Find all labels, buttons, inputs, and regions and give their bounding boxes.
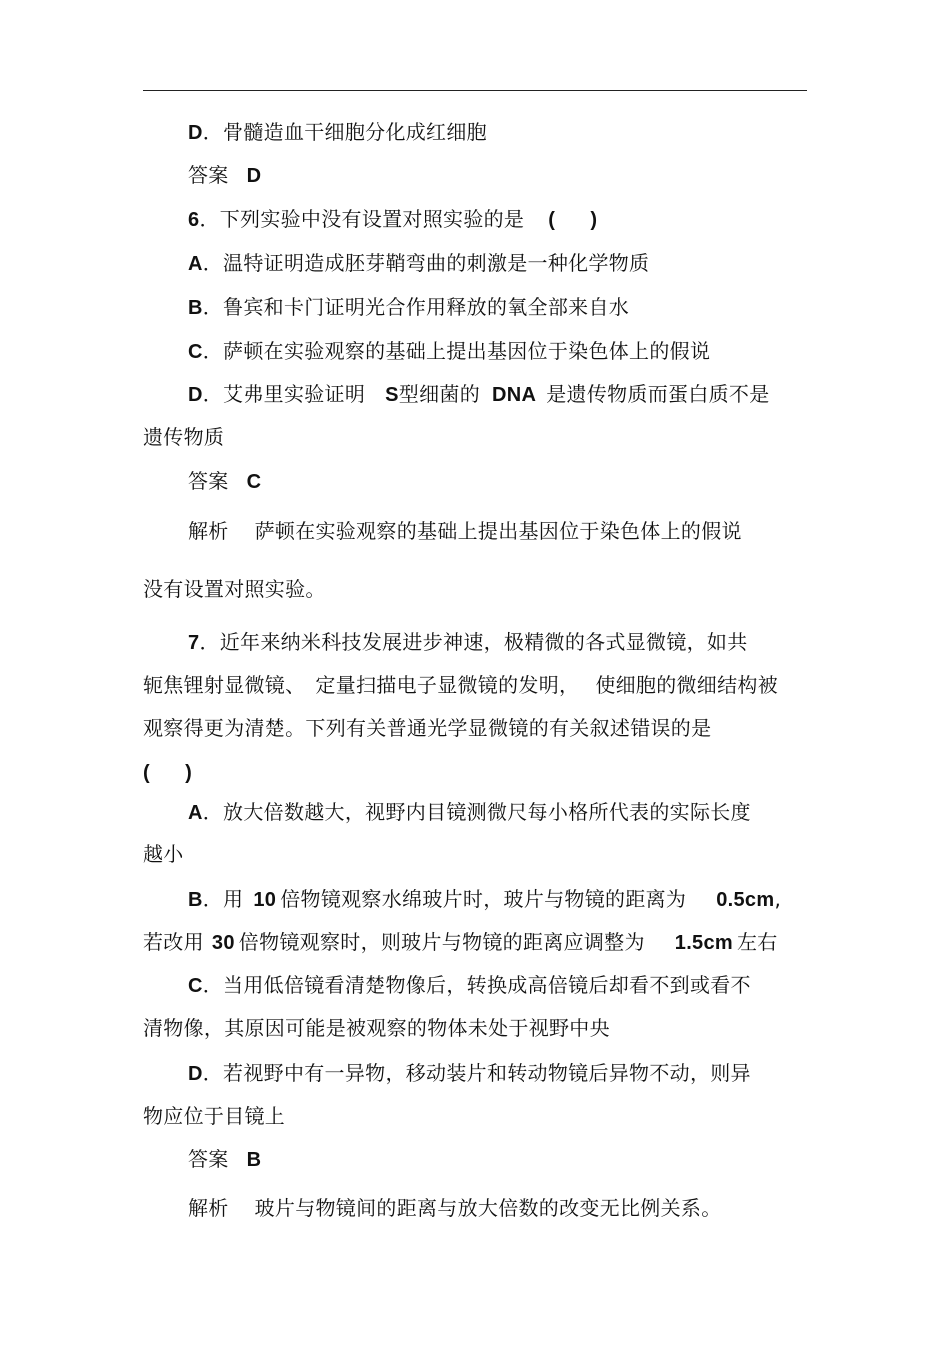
option-text: 若改用 bbox=[143, 930, 204, 954]
question-stem: 观察得更为清楚。下列有关普通光学显微镜的有关叙述错误的是 bbox=[143, 716, 712, 740]
option-text: 清物像，其原因可能是被观察的物体未处于视野中央 bbox=[143, 1016, 610, 1040]
q7-stem-line3 bbox=[143, 716, 711, 740]
option-letter: D bbox=[188, 384, 203, 406]
option-text: 倍物镜观察水绵玻片时，玻片与物镜的距离为 bbox=[280, 887, 687, 911]
option-number: 30 bbox=[211, 932, 235, 954]
question-stem: 轭焦锂射显微镜、 bbox=[143, 673, 306, 697]
question-number: 7 bbox=[188, 632, 200, 654]
option-number: 1.5cm bbox=[674, 932, 733, 954]
option-letter: D bbox=[188, 1063, 203, 1085]
analysis-label: 解析 bbox=[188, 1196, 229, 1220]
q7-stem bbox=[188, 630, 748, 655]
option-text: , bbox=[774, 887, 782, 911]
option-letter: B bbox=[188, 889, 203, 911]
answer-value: D bbox=[246, 165, 262, 187]
q5-option-d bbox=[188, 120, 487, 145]
analysis-text: 没有设置对照实验。 bbox=[143, 577, 326, 601]
option-text: 遗传物质 bbox=[143, 425, 225, 449]
option-text: 倍物镜观察时，则玻片与物镜的距离应调整为 bbox=[238, 930, 645, 954]
option-letter: C bbox=[188, 341, 203, 363]
option-text: ．当用低倍镜看清楚物像后，转换成高倍镜后却看不到或看不 bbox=[202, 973, 751, 997]
q7-option-a-continued bbox=[143, 842, 184, 866]
question-number: 6 bbox=[188, 209, 200, 231]
option-number: 0.5cm bbox=[716, 889, 775, 911]
answer-label: 答案 bbox=[188, 1147, 229, 1171]
q7-option-c-continued bbox=[143, 1016, 610, 1040]
answer-value: B bbox=[246, 1149, 262, 1171]
answer-label: 答案 bbox=[188, 163, 229, 187]
option-text: ．用 bbox=[202, 887, 244, 911]
question-stem: 使细胞的微细结构被 bbox=[595, 673, 779, 697]
option-letter: A bbox=[188, 253, 203, 275]
option-letter: A bbox=[188, 802, 203, 824]
q6-answer bbox=[188, 469, 261, 494]
answer-blank: ( ) bbox=[143, 762, 193, 784]
answer-value: C bbox=[246, 471, 262, 493]
q6-option-d-continued bbox=[143, 425, 224, 449]
q6-analysis bbox=[188, 519, 742, 543]
option-text: 是遗传物质而蛋白质不是 bbox=[546, 382, 770, 406]
option-letter: C bbox=[188, 975, 203, 997]
q6-option-c bbox=[188, 339, 710, 364]
option-term-s: S bbox=[385, 384, 399, 406]
option-letter: B bbox=[188, 297, 203, 319]
q7-option-d bbox=[188, 1061, 751, 1086]
option-text: ．若视野中有一异物，移动装片和转动物镜后异物不动，则异 bbox=[202, 1061, 751, 1085]
analysis-text: 玻片与物镜间的距离与放大倍数的改变无比例关系。 bbox=[254, 1196, 722, 1220]
q5-answer bbox=[188, 163, 261, 188]
option-letter: D bbox=[188, 122, 203, 144]
q7-option-d-continued bbox=[143, 1104, 285, 1128]
option-text: 左右 bbox=[736, 930, 778, 954]
analysis-text: 萨顿在实验观察的基础上提出基因位于染色体上的假说 bbox=[254, 519, 742, 543]
option-text: ．温特证明造成胚芽鞘弯曲的刺激是一种化学物质 bbox=[202, 251, 650, 275]
q7-option-c bbox=[188, 973, 751, 998]
q7-option-b-continued bbox=[143, 930, 778, 955]
option-text: ．艾弗里实验证明 bbox=[202, 382, 366, 406]
option-number: 10 bbox=[253, 889, 277, 911]
q6-option-b bbox=[188, 295, 629, 320]
analysis-label: 解析 bbox=[188, 519, 229, 543]
q7-analysis bbox=[188, 1196, 722, 1220]
option-text: 越小 bbox=[143, 842, 184, 866]
q7-answer-blank bbox=[143, 760, 192, 785]
option-text: 物应位于目镜上 bbox=[143, 1104, 286, 1128]
q7-answer bbox=[188, 1147, 261, 1172]
answer-label: 答案 bbox=[188, 469, 229, 493]
question-stem: ．近年来纳米科技发展进步神速，极精微的各式显微镜，如共 bbox=[199, 630, 748, 654]
q7-option-b bbox=[188, 887, 781, 912]
q7-option-a bbox=[188, 800, 751, 825]
q6-analysis-continued bbox=[143, 577, 326, 601]
question-stem: ．下列实验中没有设置对照实验的是 bbox=[199, 207, 525, 231]
q6-option-d bbox=[188, 382, 770, 407]
q6-stem bbox=[188, 207, 597, 232]
question-stem: 定量扫描电子显微镜的发明， bbox=[315, 673, 580, 697]
option-text: ．鲁宾和卡门证明光合作用释放的氧全部来自水 bbox=[202, 295, 630, 319]
option-text: ．放大倍数越大，视野内目镜测微尺每小格所代表的实际长度 bbox=[202, 800, 751, 824]
q6-option-a bbox=[188, 251, 649, 276]
answer-blank: ( ) bbox=[548, 209, 598, 231]
option-term-dna: DNA bbox=[492, 384, 537, 406]
q7-stem-line2 bbox=[143, 673, 778, 697]
option-text: ．骨髓造血干细胞分化成红细胞 bbox=[202, 120, 487, 144]
header-rule bbox=[143, 90, 807, 91]
option-text: ．萨顿在实验观察的基础上提出基因位于染色体上的假说 bbox=[202, 339, 711, 363]
option-text: 型细菌的 bbox=[398, 382, 480, 406]
